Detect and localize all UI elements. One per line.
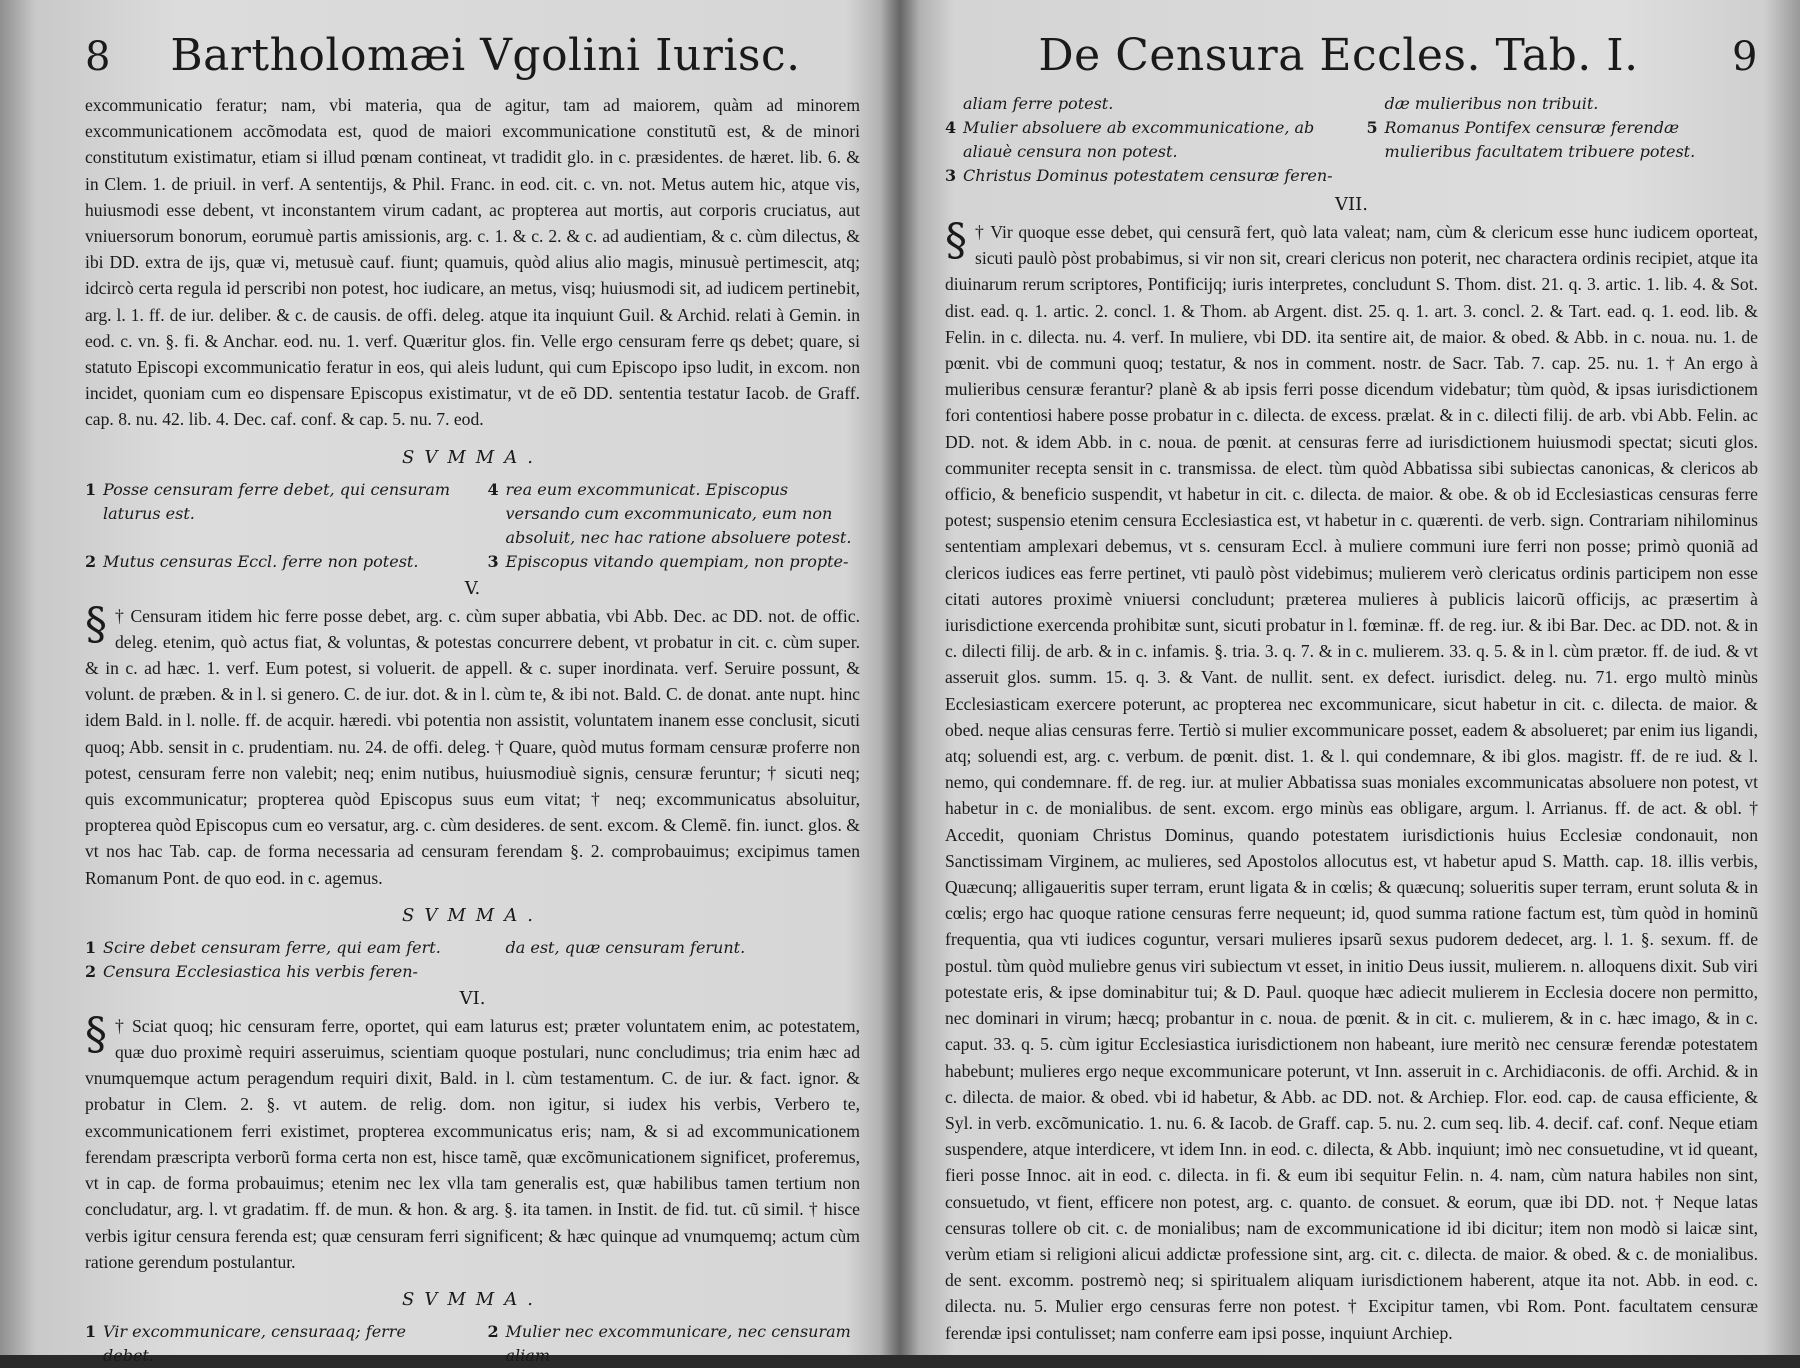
- left-running-title: Bartholomæi Vgolini Iurisc.: [170, 30, 801, 81]
- section-numeral-6: VI.: [459, 987, 486, 1009]
- summa-item: 3 Episcopus vitando quempiam, non propte-: [487, 551, 849, 571]
- summa-list-2: [85, 936, 860, 984]
- left-running-head: [85, 30, 860, 92]
- section-7-text: † Vir quoque esse debet, qui censurã fert, quò lata valeat; nam, cùm & clericum esse hunc iudicem oporteat, sicuti paulò pòst probabimus, si vir non sit, creari clericus non poterit, nec charactera ordinis recipiet, atque ita diuinarum rerum scriptores, Pontificijq; iuris interpretes, concludunt S. Thom. dist. 21. q. 3. artic. 1. lib. 4. & Sot. dist. ead. q. 1. artic. 2. concl. 1. & Thom. ab Argent. dist. 25. q. 1. art. 3. concl. 2. & Tart. ead. q. 1. eod. lib. & Felin. in c. dilecta. nu. 4. verf. In muliere, vbi DD. ita sentire ait, de maior. & obed. & Abb. in c. noua. nu. 1. de pœnit. vbi de communi quoq; testatur, & nos in comment. nostr. de Sacr. Tab. 7. cap. 25. nu. 1. † An ergo à mulieribus censuræ ferantur? planè & ab ipsis ferri posse dicendum videbatur; tùm quòd, & ipsas iurisdictionem fori contentiosi habere posse probatur in c. dilecta. de excess. prælat. & in c. dilecti filij. de arb. vbi Abb. Felin. ac DD. not. & idem Abb. in c. noua. de pœnit. at censuras ferre ad iurisdictionem huiusmodi spectat; sicuti glos. communiter recepta sensit in c. transmissa. de elect. tùm quòd Abbatissa sibi subiectas canonicas, & clericos ab officio, & beneficio suspendit, vt habetur in cit. c. dilecta. de maior. & obe. & ob id Ecclesiasticas censuras ferre potest; suspensio etenim censura Ecclesiastica est, vt habetur in c. quærenti. de verb. sign. Contrariam nihilominus sententiam amplexari debemus, vt s. censuram Eccl. à muliere communi iure ferri non posse; primò quoniã ad clericos iudices eas ferre pertinet, vti paulò pòst videbimus; mulierem verò clericatus ordinis participem non esse citati autores proximè vniuersi concludunt; præterea mulieres à publicis laicorũ officijs, ac præsertim à iurisdictione exercenda prohibitæ sunt, sicuti probatur in l. fœminæ. ff. de reg. iur. & ibi Bar. Dec. ac DD. not. & in c. dilecti filij. de arb. & in c. infamis. §. tria. 3. q. 7. & in c. mulierem. 33. q. 5. & in l. cùm prætor. ff. de iud. & vt asseruit glos. summ. 15. q. 3. & Vant. de nullit. sent. ex defect. iurisdict. deleg. nu. 71. ergo multò minùs Ecclesiasticam exercere poterunt, ac propterea nec excommunicare, sicut habetur in cit. c. dilecta. de maior. & obed. neque alias censuras ferre. Tertiò si mulier excommunicare posset, eadem & absolueret; par enim ius ligandi, atq; soluendi est, arg. c. verbum. de pœnit. dist. 1. & l. qui condemnare, & ibi glos. magistr. ff. de re iud. & l. nemo, qui condemnare. ff. de reg. iur. at mulier Abbatissa suas moniales excommunicatas absoluere non potest, vt habetur in c. de monialibus. de sent. excom. ergo minùs eas obligare, argum. l. Arrianus. ff. de act. & obl. † Accedit, quoniam Christus Dominus, quando potestatem iurisdictionis huius Ecclesiæ condonauit, non Sanctissimam Virginem, ac mulieres, sed Apostolos allocutus est, vt habetur apud S. Matth. cap. 18. illis verbis, Quæcunq; alligaueritis super terram, erunt ligata & in cœlis; & quæcunq; solueritis super terram, erunt soluta & in cœlis; ergo hac quoque ratione censuras ferre nequeunt; id, quod summa ratione factum est, tùm quòd in hominũ frequentia, qua vti iudices coguntur, versari mulieres ipsarũ sexus pudorem dedecet, arg. l. 1. §. sexum. ff. de postul. tùm quòd muliebre genus viri subiectum vt esset, in initio Deus iussit, mulierem. n. alloquens dixit. Sub viri potestate eris, & ipse dominabitur tui; & D. Paul. quoque hæc adiecit mulierem in Ecclesia docere non permitto, nec dominari in virum; hæcq; probantur in c. noua. de pœnit. & in cit. c. mulierem, & in c. hæc imago, & in c. caput. 33. q. 5. cùm igitur Ecclesiastica iurisdictionem non habeant, iure meritò nec censuræ ferendæ potestatem habebunt; mulieres ergo neque excommunicare poterunt, vt Inn. asseruit in c. Archidiaconis. de offi. Archid. & in c. dilecta. de maior. & obed. vbi id habetur, & Abb. ac DD. not. & Archiep. Flor. eod. cap. de causa efficiente, & Syl. in verb. excõmunicatio. 1. nu. 6. & Iacob. de Graff. cap. 5. nu. 2. cum seq. lib. 4. decif. caf. conf. Neque etiam suspendere, atque interdicere, vt idem Inn. in eod. c. dilecta, & Abb. inquiunt; imò nec consuetudine, vt id queant, fieri posse Innoc. ait in eod. c. dilecta. in fi. & eum ibi sequitur Felin. n. 4. nam, cùm natura habiles non sint, consuetudo, vt fient, efficere non potest, arg. c. quanto. de consuet. & eorum, quæ ibi DD. not. † Neque latas censuras tollere ob cit. c. de monialibus; nam de excommunicatione id ibi dicitur; item non modò si laicæ sint, verùm etiam si religioni alicui addictæ professione sint, arg. cit. c. dilecta. de maior. & obed. & c. de monialibus. de sent. excomm. postremò neq; si spiritualem aliquam iurisdictionem haberent, atque ita not. Abb. in eod. c. dilecta. nu. 5. Mulier ergo censuras ferre non potest. † Excipitur tamen, vbi Rom. Pont. facultatem censuræ ferendæ ipsi contulisset; nam conferre eam ipsi posse, inquiunt Archiep.: [945, 222, 1758, 1343]
- right-running-head: [945, 30, 1758, 92]
- section-sign-icon: §: [945, 215, 967, 266]
- summa-item: 2 Mulier nec excommunicare, nec censuram aliam: [487, 1321, 851, 1365]
- right-page: [905, 0, 1800, 1355]
- summa-item: dæ mulieribus non tribuit.: [1384, 94, 1599, 113]
- summa-item: aliam ferre potest.: [963, 94, 1114, 113]
- summa-item: 1 Scire debet censuram ferre, qui eam fert.: [85, 937, 441, 957]
- section-sign-icon: §: [85, 598, 107, 650]
- summa-list-3: [85, 1320, 860, 1368]
- left-page: [0, 0, 900, 1365]
- section-sign-icon: §: [85, 1008, 107, 1060]
- summa-list-1: [85, 478, 860, 574]
- section-7: [945, 215, 1758, 1346]
- section-5: [85, 598, 860, 891]
- summa-item: da est, quæ censuram ferunt.: [505, 937, 746, 957]
- right-running-title: De Censura Eccles. Tab. I.: [1038, 30, 1639, 81]
- summa-title-2: SVMMA.: [402, 904, 543, 926]
- summa-item: 4 Mulier absoluere ab excommunicatione, ab aliauè censura non potest.: [945, 118, 1315, 161]
- right-top-summary: [945, 92, 1758, 188]
- section-numeral-5: V.: [464, 577, 481, 599]
- summa-item: 3 Christus Dominus potestatem censuræ feren-: [945, 166, 1333, 185]
- summa-title-1: SVMMA.: [402, 446, 543, 468]
- section-6: [85, 1008, 860, 1275]
- summa-title-3: SVMMA.: [402, 1288, 543, 1310]
- summa-item: 5 Romanus Pontifex censuræ ferendæ mulieribus facultatem tribuere potest.: [1366, 118, 1696, 161]
- summa-item: 1 Vir excommunicare, censuraaq; ferre debet.: [85, 1321, 406, 1365]
- summa-item: 2 Censura Ecclesiastica his verbis feren-: [85, 961, 418, 981]
- section-5-text: † Censuram itidem hic ferre posse debet, arg. c. cùm super abbatia, vbi Abb. Dec. ac DD. not. de offic. deleg. etenim, quò actus fiat, & voluntas, & potestas concurrere debent, vt probatur in cit. c. cùm super. & in c. ad hæc. 1. verf. Eum potest, si voluerit. de appell. & c. super inordinata. verf. Seruire possunt, & volunt. de præben. & in l. si genero. C. de iur. dot. & in l. cùm te, & ibi not. Bald. C. de donat. ante nupt. hinc idem Bald. in l. nolle. ff. de acquir. hæredi. vbi potentia non assistit, voluntatem inanem esse conclusit, sicuti quoq; Abb. sensit in c. prudentiam. nu. 24. de offi. deleg. † Quare, quòd mutus formam censuræ proferre non potest, censuram ferre non valebit; neq; enim nutibus, huiusmodiuè signis, censuræ feruntur; † sicuti neq; quis excommunicatur; propterea quòd Episcopus suus eum vitat; † neq; excommunicatus absoluitur, propterea quòd Episcopus cum eo versatur, arg. c. cùm desideres. de sent. excom. & Clemẽ. fin. iunct. glos. & vt nos hac Tab. cap. de forma necessaria ad censuram ferendam §. 2. comprobauimus; excipimus tamen Romanum Pont. de quo eod. in c. agemus.: [85, 605, 860, 888]
- summa-item: 2 Mutus censuras Eccl. ferre non potest.: [85, 551, 419, 571]
- left-folio: 8: [85, 34, 111, 80]
- summa-item: 4 rea eum excommunicat. Episcopus versando cum excommunicato, eum non absoluit, nec hac ratione absoluere potest.: [487, 479, 852, 547]
- section-6-text: † Sciat quoq; hic censuram ferre, oportet, qui eam laturus est; præter voluntatem enim, ac potestatem, quæ duo proximè requiri asseruimus, scientiam quoque postulari, nunc concludimus; tria enim hæc ad vnumquemque actum peragendum requiri dixit, Bald. in l. cùm testamentum. C. de iur. & fact. ignor. & probatur in Clem. 2. §. vt autem. de relig. dom. non igitur, si iudex his verbis, Verbero te, excommunicationem ferri existimet, propterea excommunicatus eris; nam, & si ad excommunicationem ferendam præscripta verborũ forma certa non est, hisce tamẽ, quæ excõmunicationem significet, proferemus, vt in cap. de forma probauimus; etenim nec lex vlla tam generalis est, quæ habilibus tamen tertium non concludatur, arg. l. vt gradatim. ff. de mun. & hon. & arg. §. ita tamen. in Instit. de fid. tut. cũ simil. † hisce verbis igitur censura ferenda est; quæ censuram ferri significent; & hæc quinque ad vnumquemq; actum cùm ratione gerendum postulantur.: [85, 1015, 860, 1272]
- right-folio: 9: [1732, 34, 1758, 80]
- summa-item: 1 Posse censuram ferre debet, qui censuram laturus est.: [85, 479, 451, 523]
- left-opening-text: excommunicatio feratur; nam, vbi materia, qua de agitur, tam ad maiorem, quàm ad minorem excommunicationem accõmodata est, quod de maiori excommunicatione constitutũ est, & de minori constitutum existimatur, etiam si illud pœnam contineat, vt tradidit glo. in c. præsidentes. de hæret. lib. 6. & in Clem. 1. de priuil. in verf. A sententijs, & Phil. Franc. in eod. cit. c. vn. not. Metus autem hic, atque vis, huiusmodi esse debent, vt inconstantem virum cadant, ac propterea aut mortis, aut corporis cruciatus, aut vniuersorum bonorum, eorumuè partis amissionis, arg. c. 1. & c. 2. & c. ad audientiam, & c. cùm dilectus, & ibi DD. extra de ijs, quæ vi, metusuè cauf. fiunt; quamuis, quòd alius alio magis, minusuè pertimescit, atq; idcircò certa regula id perscribi non potest, hoc iudicare, an metus, visq; huiusmodi sit, ad iudicem pertinebit, arg. l. 1. ff. de iur. deliber. & c. de causis. de offi. deleg. atque ita inquiunt Guil. & Archid. relati à Gemin. in eod. c. vn. §. fi. & Anchar. eod. nu. 1. verf. Quæritur glos. fin. Velle ergo censuram ferre qs debet; quare, si statuto Episcopi excommunicatio feratur in eos, qui aleis ludunt, qui cum Episcopo ipso ludit, in excom. non incidet, quoniam cum eo dispensare Episcopus existimatur, vt de eõ DD. sententia testatur Iacob. de Graff. cap. 8. nu. 42. lib. 4. Dec. caf. conf. & cap. 5. nu. 7. eod.: [85, 95, 860, 430]
- section-numeral-7: VII.: [1335, 194, 1368, 215]
